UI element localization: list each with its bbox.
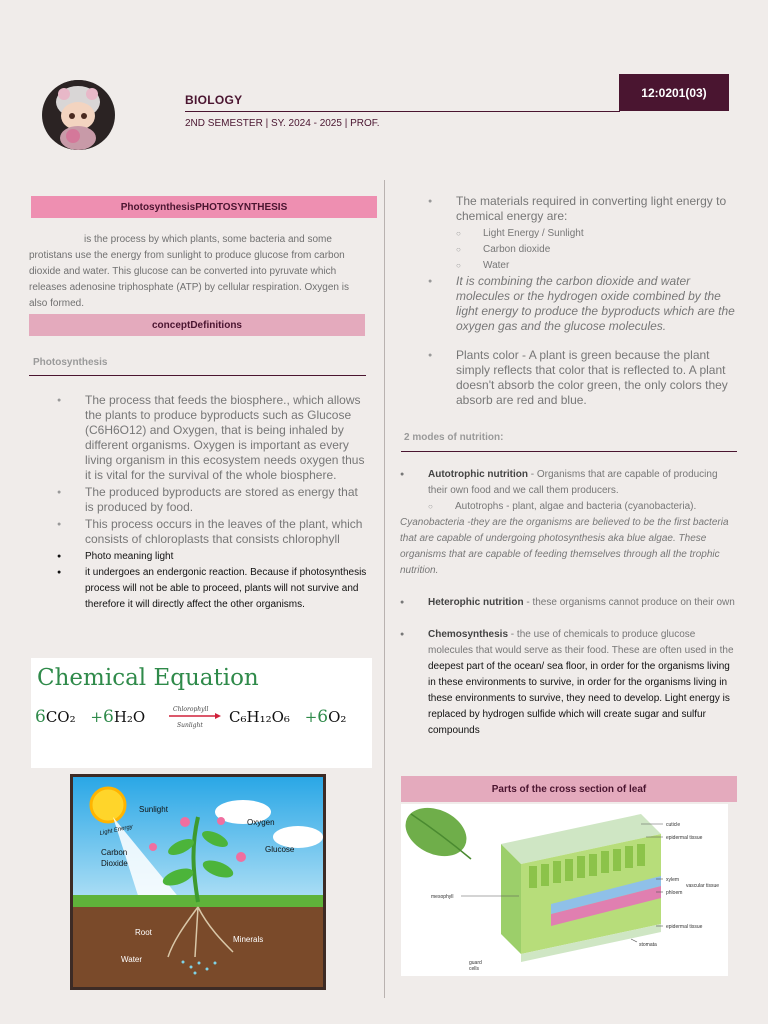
svg-text:C₆H₁₂O₆ +6O₂: C₆H₁₂O₆ +6O₂ bbox=[229, 707, 347, 727]
chem-title: Chemical Equation bbox=[37, 665, 259, 691]
svg-text:guard: guard bbox=[469, 960, 482, 966]
course-code-badge: 12:0201(03) bbox=[619, 74, 729, 111]
section-title-photosynthesis: Photosynthesis bbox=[33, 357, 108, 368]
photosynthesis-banner: PhotosynthesisPHOTOSYNTHESIS bbox=[31, 196, 377, 218]
page-subtitle: 2ND SEMESTER | SY. 2024 - 2025 | PROF. bbox=[185, 118, 380, 129]
list-item: ● It is combining the carbon dioxide and water molecules or the hydrogen oxide combined by the light energy to produce the byproducts which are the oxygen gas and the glucose molecules. bbox=[428, 274, 738, 334]
list-item: ○ Autotrophs - plant, algae and bacteria (cyanobacteria). bbox=[428, 501, 697, 512]
list-item: ● Photo meaning light bbox=[57, 549, 367, 565]
list-item: ● Chemosynthesis - the use of chemicals to produce glucose molecules that would serve as their food. These are often used in the deepest part of the ocean/ sea floor, in order for the organisms living in these environments to survive, in order for the organisms living in these environments to survive, they need to develop. Light energy is replaced by hydrogen sulfide which will create sugar and sulfur compounds bbox=[400, 627, 738, 739]
section-rule bbox=[29, 375, 366, 376]
materials-list bbox=[428, 194, 738, 408]
list-item: ● it undergoes an endergonic reaction. Because if photosynthesis process will not be able to proceed, plants will not survive and therefore it will directly affect the other organisms. bbox=[57, 565, 367, 613]
list-item: ● Plants color - A plant is green because the plant simply reflects that color that is reflected to. A plant doesn't absorb the color green, the only colors they absorb are red and blue. bbox=[428, 348, 738, 408]
label-root: Root bbox=[135, 928, 152, 937]
label-light-energy: Light Energy bbox=[99, 824, 134, 837]
page-title: BIOLOGY bbox=[185, 93, 243, 107]
svg-text:stomata: stomata bbox=[639, 942, 657, 948]
svg-text:6CO₂ +6H₂O: 6CO₂ +6H₂O bbox=[35, 707, 146, 727]
list-item: ● The process that feeds the biosphere., which allows the plants to produce byproducts such as Glucose (C6H6O12) and Oxygen, that is being inhaled by different organisms. Oxygen is important as every living organism in this ecosystem needs oxygen thus it is vital for the survival of the whole biosphere. bbox=[57, 393, 367, 483]
column-divider bbox=[384, 180, 385, 998]
label-sunlight: Sunlight bbox=[139, 805, 168, 814]
svg-text:Chlorophyll: Chlorophyll bbox=[173, 706, 209, 713]
label-dioxide: Dioxide bbox=[101, 859, 128, 868]
cyanobacteria-note: Cyanobacteria -they are the organisms are believed to be the first bacteria that are capable of undergoing photosynthesis aka blue algae. These organisms that are capable of feeding themselves through all the trophic nutrition. bbox=[400, 517, 729, 576]
svg-text:cuticle: cuticle bbox=[666, 822, 681, 828]
svg-text:xylem: xylem bbox=[666, 877, 680, 883]
svg-text:epidermal tissue: epidermal tissue bbox=[666, 835, 703, 841]
header-rule bbox=[185, 111, 620, 112]
leaf-cross-section-image bbox=[401, 804, 728, 976]
label-carbon: Carbon bbox=[101, 848, 128, 857]
chemical-equation-image bbox=[31, 658, 372, 768]
label-glucose: Glucose bbox=[265, 845, 295, 854]
photosynthesis-illustration bbox=[70, 774, 326, 990]
list-item: ● Autotrophic nutrition - Organisms that are capable of producing their own food and we call them producers. bbox=[400, 467, 738, 499]
svg-text:vascular tissue: vascular tissue bbox=[686, 883, 720, 889]
label-oxygen: Oxygen bbox=[247, 818, 275, 827]
list-item: ● The produced byproducts are stored as energy that is produced by food. bbox=[57, 485, 367, 515]
photosynthesis-list bbox=[57, 393, 367, 613]
label-minerals: Minerals bbox=[233, 935, 264, 944]
list-item: ○ Carbon dioxide bbox=[456, 242, 738, 258]
list-item: ○ Light Energy / Sunlight bbox=[456, 226, 738, 242]
svg-text:Sunlight: Sunlight bbox=[177, 722, 203, 729]
list-item: ● The materials required in converting light energy to chemical energy are: ○ Light Energy / Sunlight ○ Carbon dioxide ○ Water bbox=[428, 194, 738, 274]
svg-text:mesophyll: mesophyll bbox=[431, 894, 454, 900]
section-title-nutrition: 2 modes of nutrition: bbox=[404, 432, 504, 443]
intro-paragraph: is the process by which plants, some bacteria and some protistans use the energy from sunlight to produce glucose from carbon dioxide and water. This glucose can be converted into pyruvate which releases adenosine triphosphate (ATP) by cellular respiration. Oxygen is also formed. bbox=[29, 234, 349, 309]
label-water: Water bbox=[121, 955, 143, 964]
list-item: ● Heterophic nutrition - these organisms cannot produce on their own bbox=[400, 595, 738, 611]
section-rule bbox=[401, 451, 737, 452]
list-item: ○ Water bbox=[456, 258, 738, 274]
avatar bbox=[42, 80, 115, 150]
svg-text:phloem: phloem bbox=[666, 890, 683, 896]
svg-text:epidermal tissue: epidermal tissue bbox=[666, 924, 703, 930]
materials-sublist bbox=[456, 226, 738, 274]
svg-text:cells: cells bbox=[469, 966, 480, 972]
list-item: ● This process occurs in the leaves of the plant, which consists of chloroplasts that consists chlorophyll bbox=[57, 517, 367, 547]
leaf-section-banner: Parts of the cross section of leaf bbox=[401, 776, 737, 802]
concept-banner: conceptDefinitions bbox=[29, 314, 365, 336]
nutrition-section bbox=[400, 467, 738, 739]
